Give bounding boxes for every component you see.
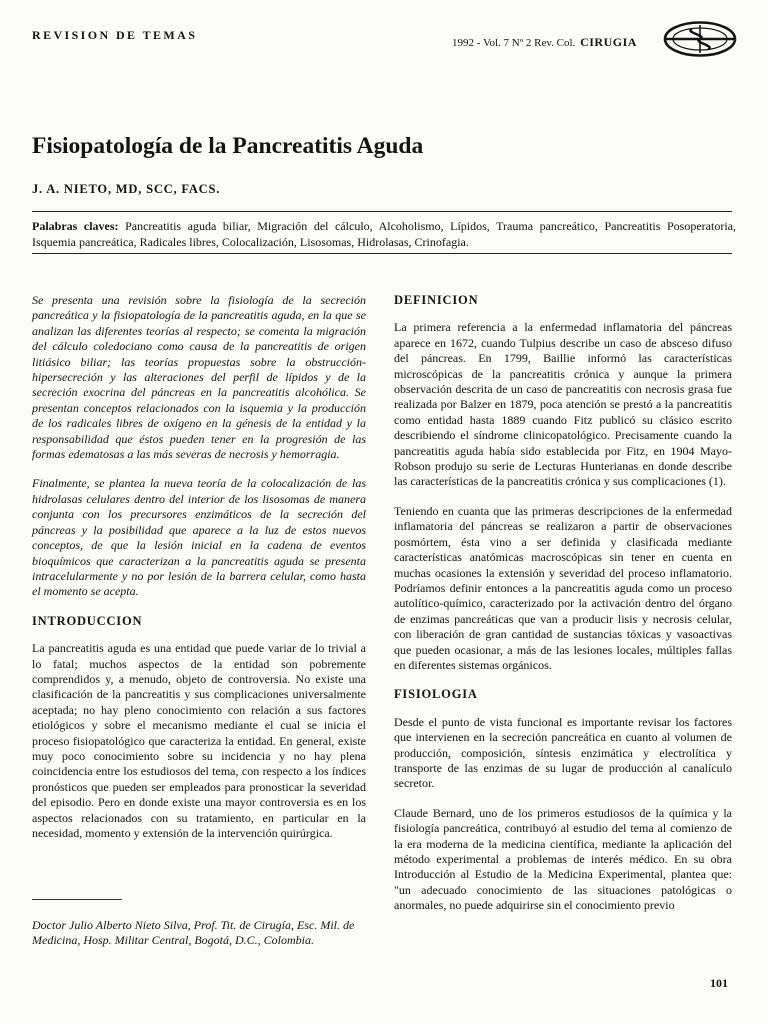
section-label: REVISION DE TEMAS [32, 28, 198, 42]
fisiologia-paragraph-1: Desde el punto de vista funcional es importante revisar los factores que intervienen en la secreción pancreática en cuanto al volumen de producción, composición, síntesis enzimática y electrolítica y transporte de las enzimas de su lugar de producción al canalículo secretor. [394, 714, 732, 791]
abstract-paragraph-2: Finalmente, se plantea la nueva teoría de la colocalización de las hidrolasas celulares dentro del interior de los lisosomas de manera conjunta con los precursores enzimáticos de la secreción del páncreas y la posibilidad que aparece a la luz de estos nuevos conceptos, de que la lesión inicial en la cadena de eventos bioquímicos que caracterizan a la pancreatitis aguda se presenta intracelularmente y no por lesión de la barrera celular, como hasta el momento se acepta. [32, 476, 366, 599]
heading-definicion: DEFINICION [394, 293, 479, 307]
journal-logo-icon [662, 20, 738, 58]
definicion-paragraph-1: La primera referencia a la enfermedad inflamatoria del páncreas aparece en 1672, cuando Tulpius describe un caso de absceso difuso del páncreas. En 1799, Baillie informó las características microscópicas de la pancreatitis crónica y aunque la primera observación descrita de un caso de pancreatitis con necrosis grasa fue realizada por Balzer en 1879, poca atención se prestó a la pancreatitis como entidad hasta 1889 cuando Fitz publicó su clásico escrito describiendo el síndrome clinicopatológico. Precisamente cuando la pancreatitis aguda había sido establecida por Fitz, en 1904 Mayo-Robson produjo su serie de Lecturas Hunterianas en donde describe las características de la pancreatitis crónica y sus complicaciones (1). [394, 320, 732, 489]
left-column [32, 293, 366, 855]
abstract-paragraph-1: Se presenta una revisión sobre la fisiología de la secreción pancreática y la fisiopatología de la pancreatitis aguda, en la que se analizan las diferentes teorías al respecto; se comenta la migración del cálculo coledociano como causa de la pancreatitis de origen litiásico biliar; las teorías propuestas sobre la obstrucción-hipersecreción y las alteraciones del perfil de lípidos y de la secreción exocrina del páncreas en la pancreatitis alcohólica. Se presentan conceptos relacionados con la isquemia y la producción de los radicales libres de oxígeno en la génesis de la entidad y la responsabilidad que éstos pueden tener en la progresión de las formas edematosas a las más severas de necrosis y hemorragia. [32, 293, 366, 462]
heading-fisiologia: FISIOLOGIA [394, 687, 478, 702]
intro-paragraph-1: La pancreatitis aguda es una entidad que puede variar de lo trivial a lo fatal; muchos aspectos de la entidad son pobremente comprendidos y, a menudo, objeto de controversia. No existe una clasificación de la pancreatitis y sus complicaciones universalmente aceptada; no hay pleno conocimiento con relación a sus factores etiológicos y sobre el mecanismo mediante el cual se inicia el proceso fisiopatológico que caracteriza la entidad. En general, existe muy poco conocimiento sobre su incidencia y no hay plena coincidencia entre los estudiosos del tema, con respecto a los índices pronósticos que pueden ser empleados para pronosticar la severidad del episodio. Pero en donde existe una mayor controversia es en los aspectos relacionados con su tratamiento, en particular en la necesidad, momento y extensión de la intervención quirúrgica. [32, 641, 366, 840]
author-footnote: Doctor Julio Alberto Nieto Silva, Prof. Tit. de Cirugía, Esc. Mil. de Medicina, Hosp. Militar Central, Bogotá, D.C., Colombia. [32, 918, 355, 948]
divider-bottom [32, 253, 732, 254]
page-number: 101 [710, 976, 728, 990]
journal-ref-text: 1992 - Vol. 7 Nº 2 Rev. Col. [452, 37, 576, 49]
journal-name: CIRUGIA [580, 35, 637, 49]
definicion-paragraph-2: Teniendo en cuanta que las primeras descripciones de la enfermedad inflamatoria del páncreas se realizaron a partir de observaciones posmórtem, ésta vino a ser definida y clasificada mediante características anatómicas macroscópicas sin tener en cuenta en muchas ocasiones la extensión y severidad del proceso inflamatorio. Podríamos definir entonces a la pancreatitis aguda como un proceso autolítico-químico, caracterizado por la activación dentro del órgano de enzimas pancreáticas que van a producir lisis y necrosis celular, con liberación de gran cantidad de sustancias tóxicas y vasoactivas que pueden ocasionar, a más de las lesiones locales, múltiples fallas en diferentes sistemas orgánicos. [394, 503, 732, 672]
keywords-block [32, 218, 736, 250]
article-title: Fisiopatología de la Pancreatitis Aguda [32, 133, 424, 159]
journal-reference [452, 35, 637, 50]
fisiologia-paragraph-2: Claude Bernard, uno de los primeros estudiosos de la química y la fisiología pancreática, contribuyó al estudio del tema al comienzo de la era moderna de la medicina científica, mediante la aplicación del método experimental a problemas de interés médico. En su obra Introducción al Estudio de la Medicina Experimental, plantea que: "un adecuado conocimiento de las situaciones patológicas o anormales, no puede adquirirse sin el conocimiento previo [394, 805, 732, 913]
article-author: J. A. NIETO, MD, SCC, FACS. [32, 182, 221, 196]
heading-introduccion: INTRODUCCION [32, 613, 143, 628]
right-column [394, 293, 732, 928]
keywords-text: Pancreatitis aguda biliar, Migración del cálculo, Alcoholismo, Lípidos, Trauma pancreático, Pancreatitis Posoperatoria, Isquemia pancreática, Radicales libres, Colocalización, Lisosomas, Hidrolasas, Crinofagia. [32, 219, 736, 249]
footnote-divider [32, 899, 122, 900]
keywords-label: Palabras claves: [32, 219, 119, 233]
divider-top [32, 211, 732, 212]
